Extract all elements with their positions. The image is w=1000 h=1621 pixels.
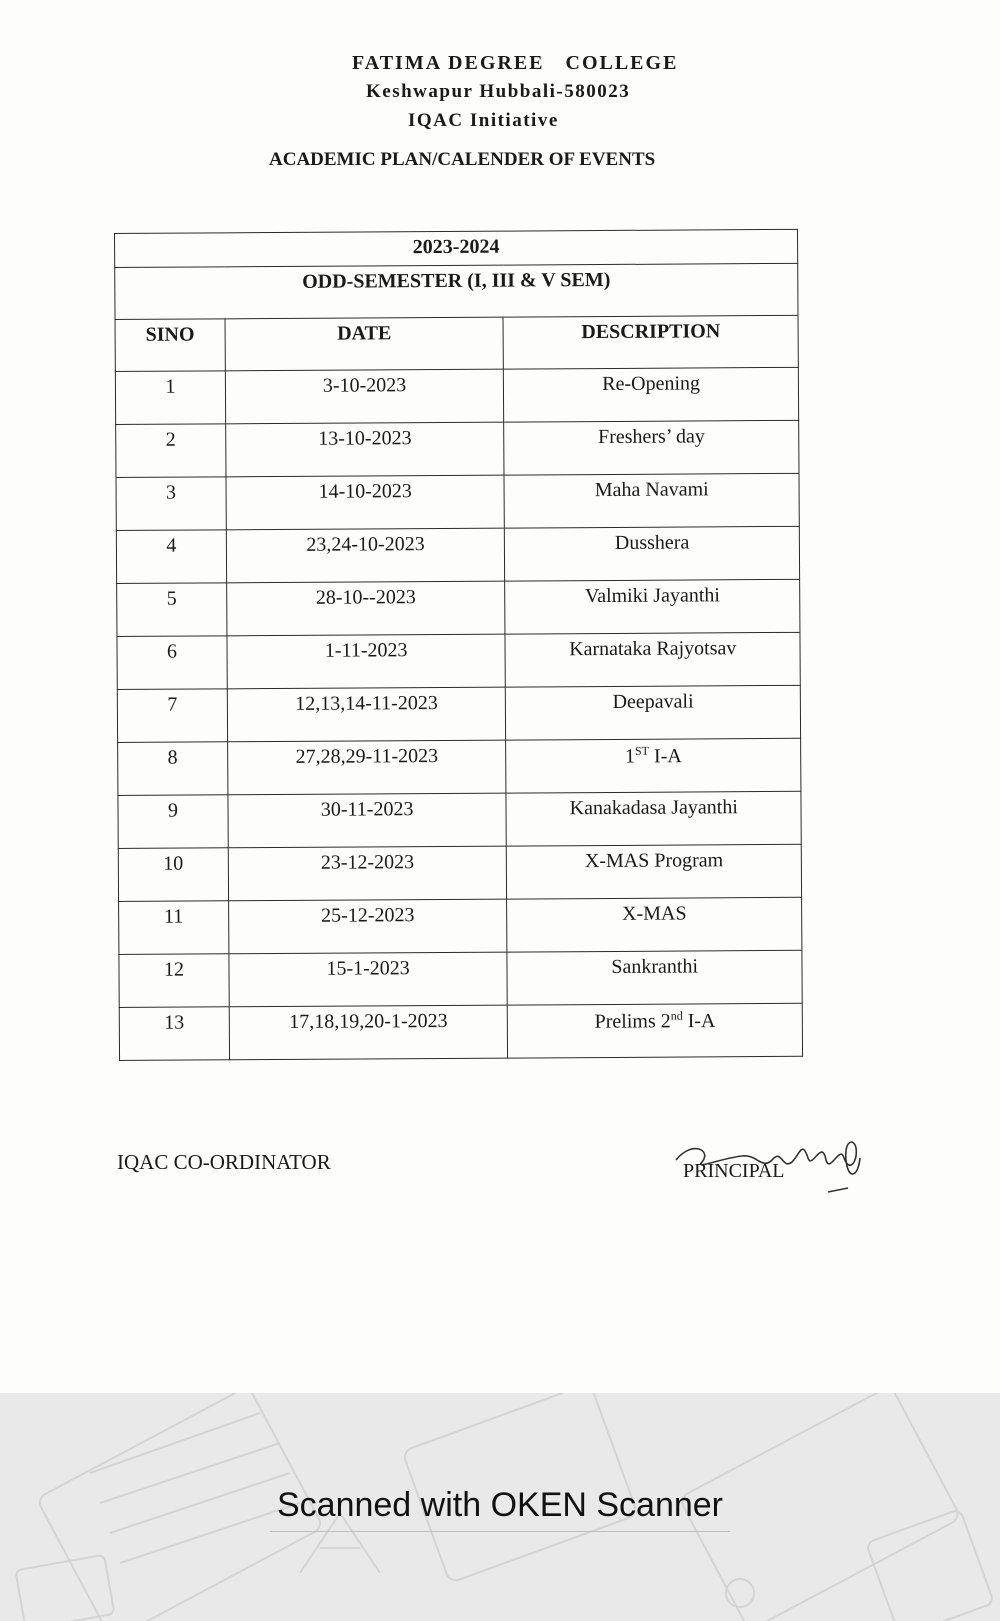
- description-suffix: I-A: [682, 1009, 716, 1033]
- college-name: FATIMA DEGREE COLLEGE: [352, 52, 679, 74]
- table-row: [118, 738, 801, 795]
- cell-date: 25-12-2023: [228, 899, 507, 954]
- scanner-banner-text: Scanned with OKEN Scanner: [276, 1486, 724, 1524]
- table-row: [116, 526, 799, 583]
- column-header-date: DATE: [225, 317, 504, 371]
- cell-date: 23,24-10-2023: [226, 528, 505, 583]
- table-row: [116, 473, 799, 530]
- banner-divider: [270, 1531, 730, 1532]
- cell-date: 12,13,14-11-2023: [227, 687, 506, 742]
- cell-sino: 12: [119, 954, 229, 1008]
- cell-date: 14-10-2023: [226, 475, 505, 530]
- cell-description: Kanakadasa Jayanthi: [506, 791, 801, 846]
- cell-description: Re-Opening: [504, 367, 799, 422]
- table-row: [116, 420, 799, 477]
- cell-sino: 7: [117, 689, 227, 743]
- cell-description: Deepavali: [506, 685, 801, 740]
- cell-description: Maha Navami: [504, 473, 799, 528]
- college-address: Keshwapur Hubbali-580023: [366, 81, 631, 102]
- description-superscript: ST: [634, 743, 650, 758]
- cell-description: Sankranthi: [507, 950, 802, 1005]
- cell-date: 3-10-2023: [225, 369, 504, 424]
- cell-sino: 6: [117, 636, 227, 690]
- table-row: [115, 367, 798, 424]
- cell-sino: 4: [116, 530, 226, 584]
- cell-date: 13-10-2023: [226, 422, 505, 477]
- table-body: [115, 367, 802, 1060]
- cell-description: X-MAS Program: [507, 844, 802, 899]
- cell-date: 23-12-2023: [228, 846, 507, 901]
- table-row: [118, 844, 801, 901]
- table-row: [119, 897, 802, 954]
- cell-date: 27,28,29-11-2023: [227, 740, 506, 795]
- table-row: [118, 791, 801, 848]
- cell-description: X-MAS: [507, 897, 802, 952]
- column-header-description: DESCRIPTION: [503, 315, 798, 369]
- cell-date: 30-11-2023: [228, 793, 507, 848]
- events-table: [114, 229, 803, 1061]
- cell-sino: 3: [116, 477, 226, 531]
- document-title: ACADEMIC PLAN/CALENDER OF EVENTS: [269, 149, 656, 170]
- iqac-coordinator-label: IQAC CO-ORDINATOR: [117, 1150, 331, 1174]
- cell-description: Valmiki Jayanthi: [505, 579, 800, 634]
- table-row: [117, 632, 800, 689]
- cell-sino: 11: [119, 901, 229, 955]
- academic-year: 2023-2024: [115, 229, 798, 267]
- iqac-initiative: IQAC Initiative: [408, 110, 559, 131]
- table-row: [119, 1003, 802, 1060]
- table-row: [119, 950, 802, 1007]
- cell-description: Freshers’ day: [504, 420, 799, 475]
- description-text: 1: [624, 745, 636, 768]
- table-row: [117, 685, 800, 742]
- cell-date: 28-10--2023: [226, 581, 505, 636]
- description-superscript: nd: [670, 1008, 683, 1023]
- principal-label: PRINCIPAL: [683, 1160, 785, 1182]
- description-text: Prelims 2: [594, 1010, 671, 1033]
- cell-description: Karnataka Rajyotsav: [505, 632, 800, 687]
- cell-description: [508, 1003, 803, 1058]
- cell-date: 17,18,19,20-1-2023: [229, 1005, 508, 1060]
- cell-sino: 13: [119, 1007, 229, 1061]
- cell-sino: 8: [118, 742, 228, 796]
- cell-sino: 2: [116, 424, 226, 478]
- cell-sino: 10: [118, 848, 228, 902]
- semester-title: ODD-SEMESTER (I, III & V SEM): [115, 263, 798, 319]
- table-row: [117, 579, 800, 636]
- cell-sino: 5: [117, 583, 227, 637]
- cell-sino: 9: [118, 795, 228, 849]
- description-suffix: I-A: [648, 745, 682, 768]
- cell-sino: 1: [115, 371, 225, 425]
- cell-description: Dusshera: [505, 526, 800, 581]
- cell-date: 15-1-2023: [229, 952, 508, 1007]
- cell-description: [506, 738, 801, 793]
- cell-date: 1-11-2023: [227, 634, 506, 689]
- column-header-sino: SINO: [115, 319, 225, 372]
